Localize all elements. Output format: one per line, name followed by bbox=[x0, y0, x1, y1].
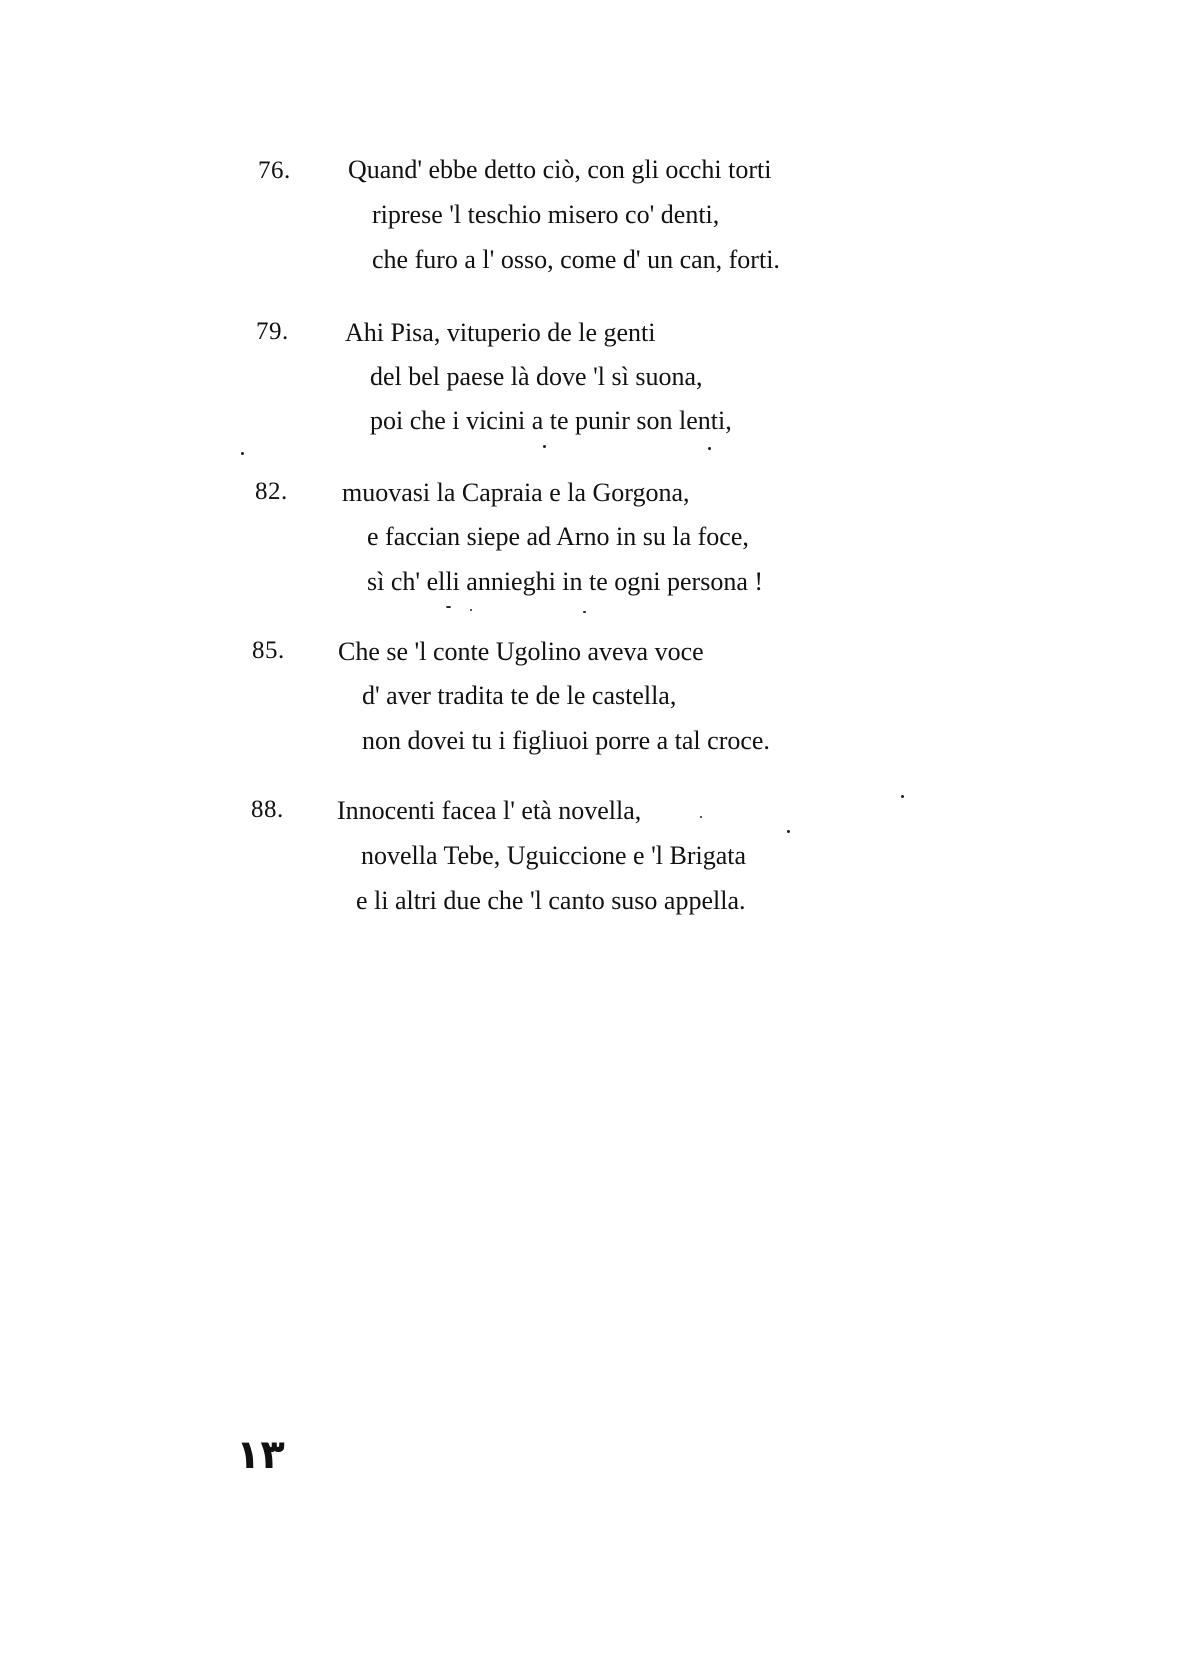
verse-line: Ahi Pisa, vituperio de le genti bbox=[345, 318, 656, 347]
scan-speck bbox=[543, 445, 546, 448]
verse-line: Quand' ebbe detto ciò, con gli occhi torti bbox=[348, 155, 772, 184]
verse-line: del bel paese là dove 'l sì suona, bbox=[370, 362, 703, 391]
verse-number: 76. bbox=[258, 157, 291, 184]
page-number: ٣١ bbox=[236, 1432, 285, 1478]
scan-speck bbox=[700, 816, 702, 818]
verse-line: novella Tebe, Uguiccione e 'l Brigata bbox=[361, 841, 747, 870]
verse-line: e faccian siepe ad Arno in su la foce, bbox=[367, 522, 749, 551]
verse-line: muovasi la Capraia e la Gorgona, bbox=[342, 478, 690, 507]
scan-speck bbox=[470, 609, 472, 611]
scan-speck bbox=[583, 611, 586, 613]
verse-line: e li altri due che 'l canto suso appella. bbox=[356, 886, 746, 915]
scan-speck bbox=[241, 452, 244, 455]
verse-line: riprese 'l teschio misero co' denti, bbox=[372, 200, 720, 229]
verse-number: 88. bbox=[251, 796, 284, 823]
verse-number: 79. bbox=[256, 318, 289, 345]
verse-number: 85. bbox=[252, 637, 285, 664]
verse-line: sì ch' elli annieghi in te ogni persona ! bbox=[367, 567, 764, 596]
verse-line: d' aver tradita te de le castella, bbox=[362, 681, 677, 710]
verse-line: poi che i vicini a te punir son lenti, bbox=[370, 406, 732, 435]
verse-line: non dovei tu i figliuoi porre a tal croce. bbox=[362, 726, 770, 755]
scan-speck bbox=[446, 606, 451, 608]
verse-line: Che se 'l conte Ugolino aveva voce bbox=[338, 637, 704, 666]
scan-speck bbox=[787, 830, 790, 833]
scan-speck bbox=[708, 447, 711, 450]
verse-line: Innocenti facea l' età novella, bbox=[337, 796, 642, 825]
verse-number: 82. bbox=[255, 478, 288, 505]
verse-line: che furo a l' osso, come d' un can, forti. bbox=[372, 245, 780, 274]
scan-speck bbox=[901, 795, 904, 798]
